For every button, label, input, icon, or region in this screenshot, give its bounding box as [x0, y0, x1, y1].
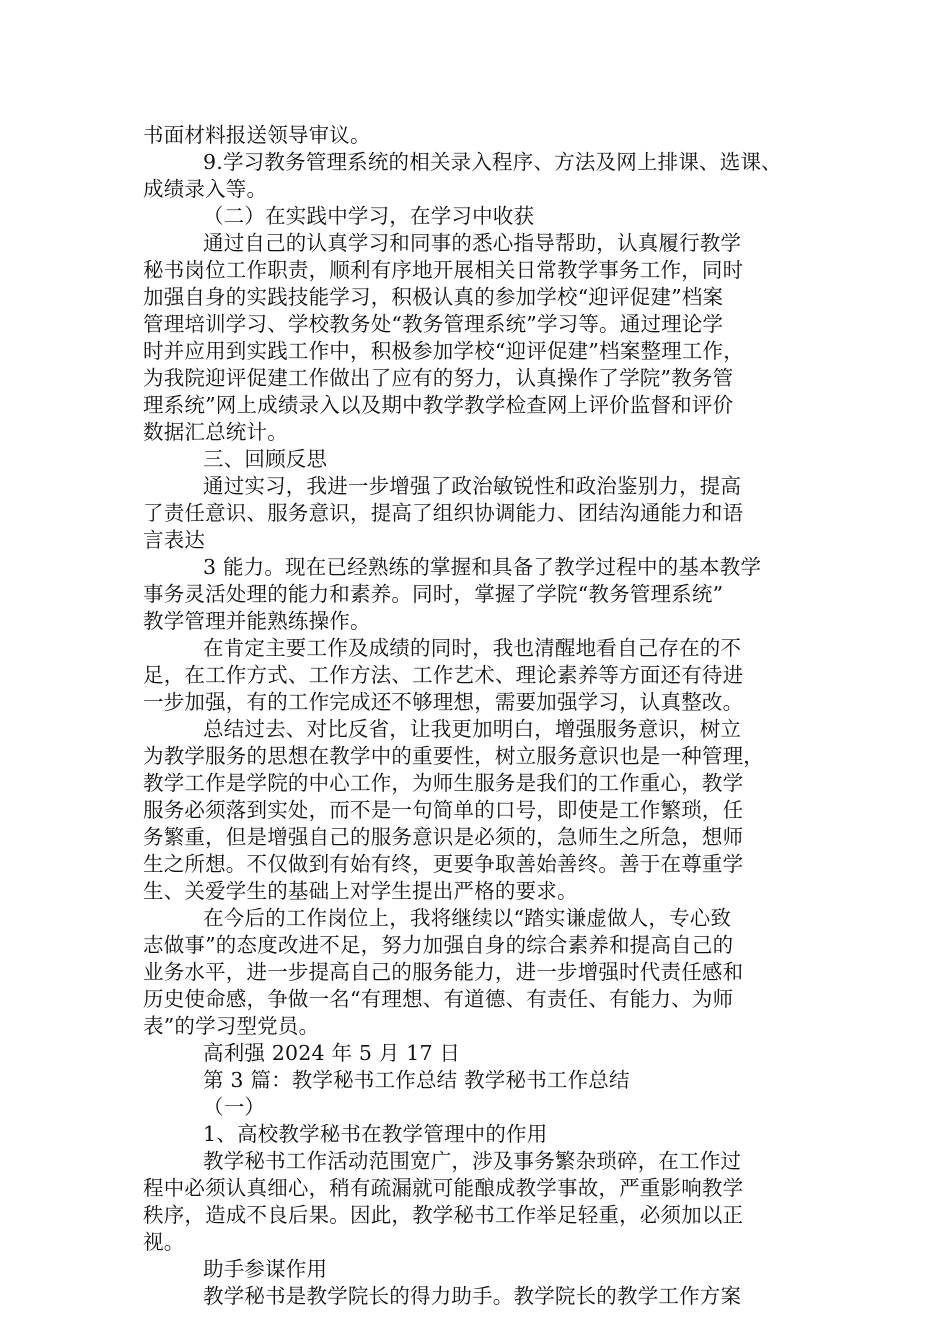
text-line: 9.学习教务管理系统的相关录入程序、方法及网上排课、选课、	[203, 150, 782, 174]
text-line: 在肯定主要工作及成绩的同时，我也清醒地看自己存在的不	[203, 636, 742, 660]
text-line: 秘书岗位工作职责，顺利有序地开展相关日常教学事务工作，同时	[143, 258, 744, 282]
text-line: 理系统”网上成绩录入以及期中教学教学检查网上评价监督和评价	[143, 393, 734, 417]
text-line: 在今后的工作岗位上，我将继续以“踏实谦虚做人，专心致	[203, 906, 732, 930]
text-line: 生、关爱学生的基础上对学生提出严格的要求。	[143, 879, 578, 903]
text-line: 通过实习，我进一步增强了政治敏锐性和政治鉴别力，提高	[203, 474, 742, 498]
text-line: 时并应用到实践工作中，积极参加学校“迎评促建”档案整理工作，	[143, 339, 744, 363]
text-line: 足，在工作方式、工作方法、工作艺术、理论素养等方面还有待进	[143, 663, 744, 687]
text-line: 加强自身的实践技能学习，积极认真的参加学校“迎评促建”档案	[143, 285, 724, 309]
text-line: 务繁重，但是增强自己的服务意识是必须的，急师生之所急，想师	[143, 825, 744, 849]
text-line: 为教学服务的思想在教学中的重要性，树立服务意识也是一种管理，	[143, 744, 764, 768]
section-heading: （二）在实践中学习，在学习中收获	[203, 204, 535, 228]
chapter-title: 第 3 篇：教学秘书工作总结 教学秘书工作总结	[203, 1068, 630, 1092]
text-line: 生之所想。不仅做到有始有终，更要争取善始善终。善于在尊重学	[143, 852, 744, 876]
text-line: 管理培训学习、学校教务处“教务管理系统”学习等。通过理论学	[143, 312, 724, 336]
text-line: 志做事”的态度改进不足，努力加强自身的综合素养和提高自己的	[143, 933, 734, 957]
text-line: 教学秘书是教学院长的得力助手。教学院长的教学工作方案	[203, 1284, 742, 1308]
section-heading: （一）	[203, 1095, 266, 1119]
text-line: 教学管理并能熟练操作。	[143, 609, 371, 633]
section-heading: 三、回顾反思	[203, 447, 328, 471]
text-line: 秩序，造成不良后果。因此，教学秘书工作举足轻重，必须加以正	[143, 1203, 744, 1227]
text-line: 了责任意识、服务意识，提高了组织协调能力、团结沟通能力和语	[143, 501, 744, 525]
text-line: 为我院迎评促建工作做出了应有的努力，认真操作了学院”教务管	[143, 366, 734, 390]
signature-date: 高利强 2024 年 5 月 17 日	[203, 1041, 461, 1065]
text-line: 通过自己的认真学习和同事的悉心指导帮助，认真履行教学	[203, 231, 742, 255]
text-line: 总结过去、对比反省，让我更加明白，增强服务意识，树立	[203, 717, 742, 741]
text-line: 事务灵活处理的能力和素养。同时，掌握了学院“教务管理系统”	[143, 582, 724, 606]
text-line: 数据汇总统计。	[143, 420, 288, 444]
text-line: 成绩录入等。	[143, 177, 268, 201]
section-heading: 1、高校教学秘书在教学管理中的作用	[203, 1122, 548, 1146]
text-line: 言表达	[143, 528, 206, 552]
text-line: 视。	[143, 1230, 185, 1254]
text-line: 程中必须认真细心，稍有疏漏就可能酿成教学事故，严重影响教学	[143, 1176, 744, 1200]
text-line: 书面材料报送领导审议。	[143, 123, 371, 147]
text-line: 服务必须落到实处，而不是一句简单的口号，即使是工作繁琐，任	[143, 798, 744, 822]
text-line: 表”的学习型党员。	[143, 1014, 320, 1038]
text-line: 历史使命感，争做一名“有理想、有道德、有责任、有能力、为师	[143, 987, 734, 1011]
text-line: 教学秘书工作活动范围宽广，涉及事务繁杂琐碎，在工作过	[203, 1149, 742, 1173]
text-line: 一步加强，有的工作完成还不够理想，需要加强学习，认真整改。	[143, 690, 744, 714]
text-line: 业务水平，进一步提高自己的服务能力，进一步增强时代责任感和	[143, 960, 744, 984]
section-heading: 助手参谋作用	[203, 1257, 328, 1281]
text-line: 3 能力。现在已经熟练的掌握和具备了教学过程中的基本教学	[203, 555, 762, 579]
text-line: 教学工作是学院的中心工作，为师生服务是我们的工作重心，教学	[143, 771, 744, 795]
